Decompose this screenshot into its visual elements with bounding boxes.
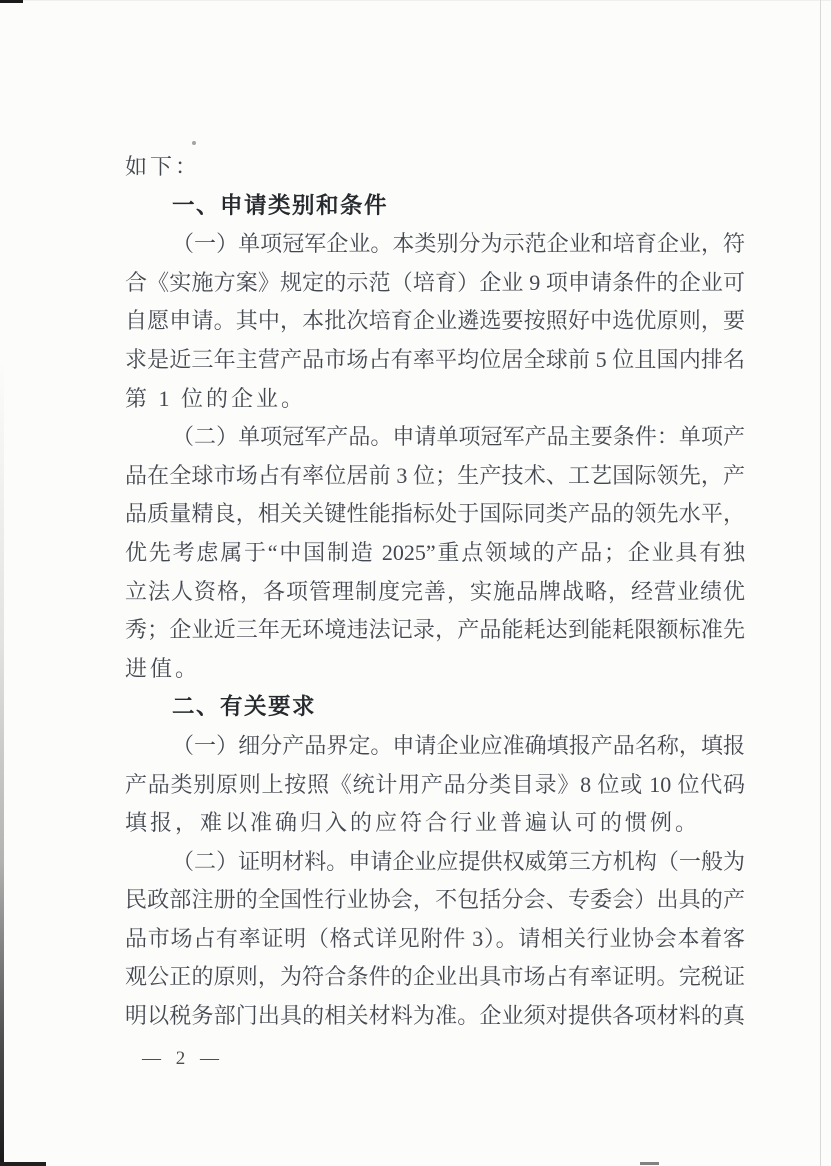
scan-edge-top (0, 0, 831, 1)
section-heading: 二、有关要求 (172, 694, 317, 720)
text-line: 明以税务部门出具的相关材料为准。企业须对提供各项材料的真 (125, 1003, 745, 1029)
document-body (125, 148, 745, 1036)
text-line: 求是近三年主营产品市场占有率平均位居全球前 5 位且国内排名 (125, 346, 745, 372)
text-line: 品市场占有率证明（格式详见附件 3）。请相关行业协会本着客 (125, 925, 745, 951)
text-line: 产品类别原则上按照《统计用产品分类目录》8 位或 10 位代码 (125, 771, 745, 797)
text-line: 进值。 (125, 655, 201, 681)
text-line: 第 1 位的企业。 (125, 385, 307, 411)
text-line: （二）单项冠军产品。申请单项冠军产品主要条件：单项产 (172, 424, 745, 450)
text-line: 优先考虑属于“中国制造 2025”重点领域的产品；企业具有独 (125, 539, 745, 565)
text-line: 填报，难以准确归入的应符合行业普遍认可的惯例。 (125, 810, 701, 836)
text-line: 秀；企业近三年无环境违法记录，产品能耗达到能耗限额标准先 (125, 617, 745, 643)
scan-mark-bottom (640, 1162, 659, 1165)
scan-edge-left (0, 360, 4, 1166)
text-line: 合《实施方案》规定的示范（培育）企业 9 项申请条件的企业可 (125, 269, 745, 295)
scan-line-right (820, 0, 821, 1166)
text-line: 如下： (125, 154, 201, 179)
text-line: （一）单项冠军企业。本类别分为示范企业和培育企业，符 (172, 231, 745, 257)
scan-edge-bottom-left (0, 1162, 46, 1166)
text-line: 品质量精良，相关关键性能指标处于国际同类产品的领先水平， (125, 501, 745, 527)
text-line: 观公正的原则，为符合条件的企业出具市场占有率证明。完税证 (125, 964, 745, 990)
text-line: （一）细分产品界定。申请企业应准确填报产品名称，填报 (172, 732, 745, 758)
page-number: — 2 — (142, 1048, 224, 1069)
text-line: 民政部注册的全国性行业协会，不包括分会、专委会）出具的产 (125, 887, 745, 913)
text-line: 立法人资格，各项管理制度完善，实施品牌战略，经营业绩优 (125, 578, 745, 604)
section-heading: 一、申请类别和条件 (172, 192, 389, 218)
scan-edge-top-left (0, 0, 23, 3)
scan-speck (192, 141, 196, 145)
text-line: 品在全球市场占有率位居前 3 位；生产技术、工艺国际领先，产 (125, 462, 745, 488)
text-line: 自愿申请。其中，本批次培育企业遴选要按照好中选优原则，要 (125, 308, 745, 334)
text-line: （二）证明材料。申请企业应提供权威第三方机构（一般为 (172, 848, 745, 874)
